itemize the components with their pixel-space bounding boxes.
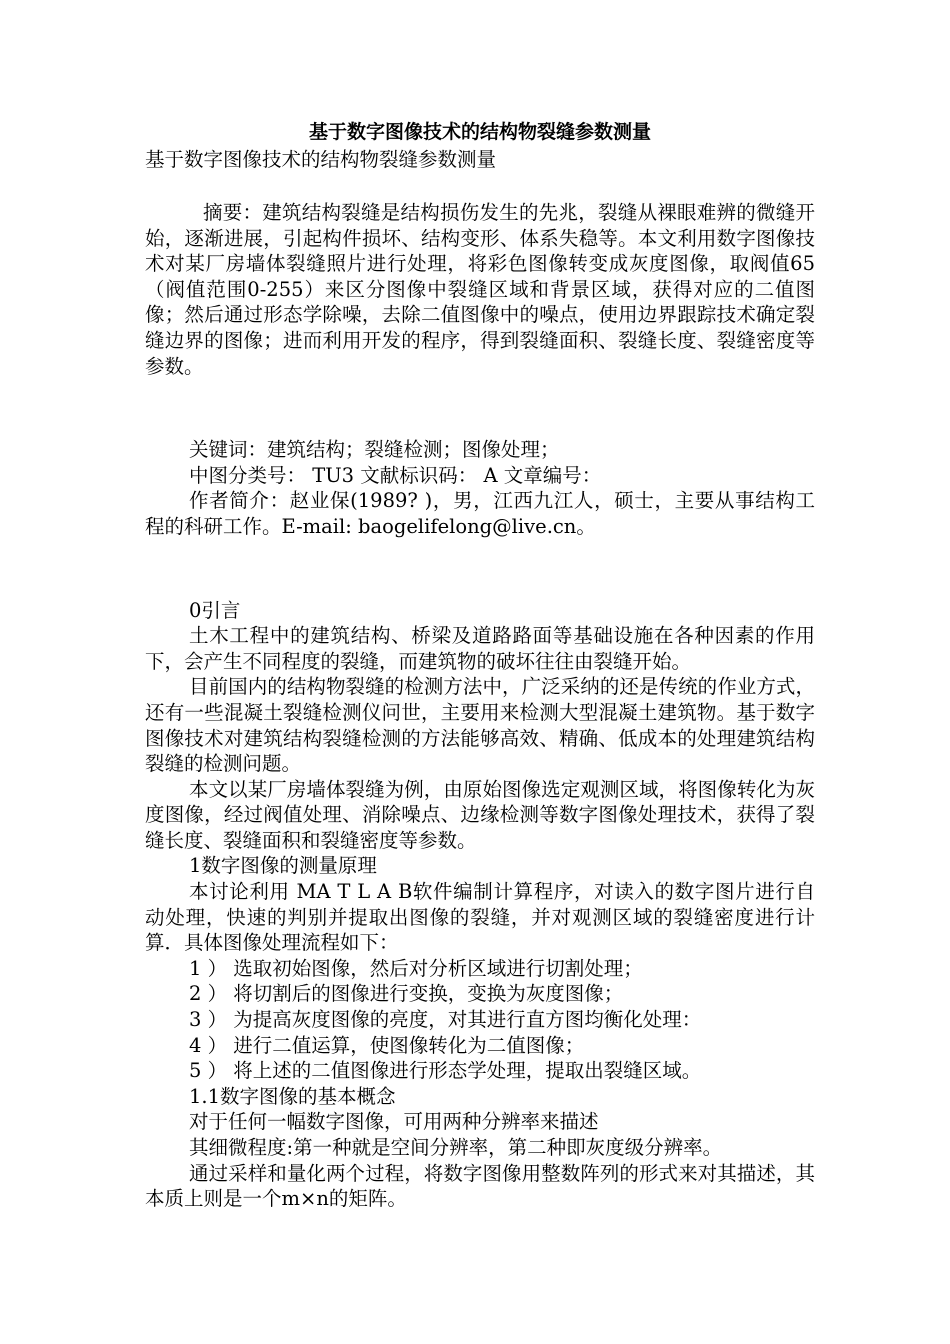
spacer	[145, 379, 815, 437]
spacer	[145, 174, 815, 200]
step-item: 4 ） 进行二值运算，使图像转化为二值图像；	[189, 1033, 585, 1057]
concept-line: 其细微程度:第一种就是空间分辨率，第二种即灰度级分辨率。	[189, 1136, 723, 1159]
step-item: 5 ） 将上述的二值图像进行形态学处理，提取出裂缝区域。	[189, 1059, 702, 1083]
step-item: 3 ） 为提高灰度图像的亮度，对其进行直方图均衡化处理：	[189, 1008, 702, 1032]
method-paragraph: 本讨论利用 MA T L A B软件编制计算程序，对读入的数字图片进行自动处理，快速的判别并提取出图像的裂缝，并对观测区域的裂缝密度进行计算．具体图像处理流程如下：	[145, 880, 815, 955]
intro-paragraph: 目前国内的结构物裂缝的检测方法中，广泛采纳的还是传统的作业方式，还有一些混凝土裂缝检测仪问世，主要用来检测大型混凝土建筑物。基于数字图像技术对建筑结构裂缝检测的方法能够高效、精确、低成本的处理建筑结构裂缝的检测问题。	[145, 675, 815, 776]
intro-paragraph: 本文以某厂房墙体裂缝为例，由原始图像选定观测区域，将图像转化为灰度图像，经过阀值处理、消除噪点、边缘检测等数字图像处理技术，获得了裂缝长度、裂缝面积和裂缝密度等参数。	[145, 777, 815, 852]
document-page	[145, 118, 815, 1212]
section-heading-1: 1数字图像的测量原理	[189, 854, 377, 878]
keywords-line: 关键词：建筑结构；裂缝检测；图像处理；	[189, 438, 560, 462]
concept-paragraph: 通过采样和量化两个过程，将数字图像用整数阵列的形式来对其描述，其本质上则是一个m×n的矩阵。	[145, 1161, 815, 1211]
concept-line: 对于任何一幅数字图像，可用两种分辨率来描述	[189, 1110, 599, 1134]
section-heading-intro: 0引言	[189, 598, 241, 622]
step-item: 1 ） 选取初始图像，然后对分析区域进行切割处理；	[189, 956, 643, 980]
section-heading-1-1: 1.1数字图像的基本概念	[189, 1084, 396, 1108]
classification-line: 中图分类号： TU3 文献标识码： A 文章编号：	[189, 463, 602, 487]
document-title: 基于数字图像技术的结构物裂缝参数测量	[308, 121, 651, 143]
abstract-paragraph: 摘要：建筑结构裂缝是结构损伤发生的先兆，裂缝从裸眼难辨的微缝开始，逐渐进展，引起构件损坏、结构变形、体系失稳等。本文利用数字图像技术对某厂房墙体裂缝照片进行处理，将彩色图像转变成灰度图像，取阀值65（阀值范围0-255）来区分图像中裂缝区域和背景区域，获得对应的二值图像；然后通过形态学除噪，去除二值图像中的噪点，使用边界跟踪技术确定裂缝边界的图像；进而利用开发的程序，得到裂缝面积、裂缝长度、裂缝密度等参数。	[145, 201, 815, 378]
step-item: 2 ） 将切割后的图像进行变换，变换为灰度图像；	[189, 982, 624, 1006]
author-paragraph: 作者简介：赵业保(1989? )，男，江西九江人，硕士，主要从事结构工程的科研工作。E-mail: baogelifelong@live.cn。	[145, 489, 815, 538]
spacer	[145, 540, 815, 598]
intro-paragraph: 土木工程中的建筑结构、桥梁及道路路面等基础设施在各种因素的作用下，会产生不同程度的裂缝，而建筑物的破坏往往由裂缝开始。	[145, 624, 815, 673]
document-subtitle: 基于数字图像技术的结构物裂缝参数测量	[145, 148, 497, 171]
